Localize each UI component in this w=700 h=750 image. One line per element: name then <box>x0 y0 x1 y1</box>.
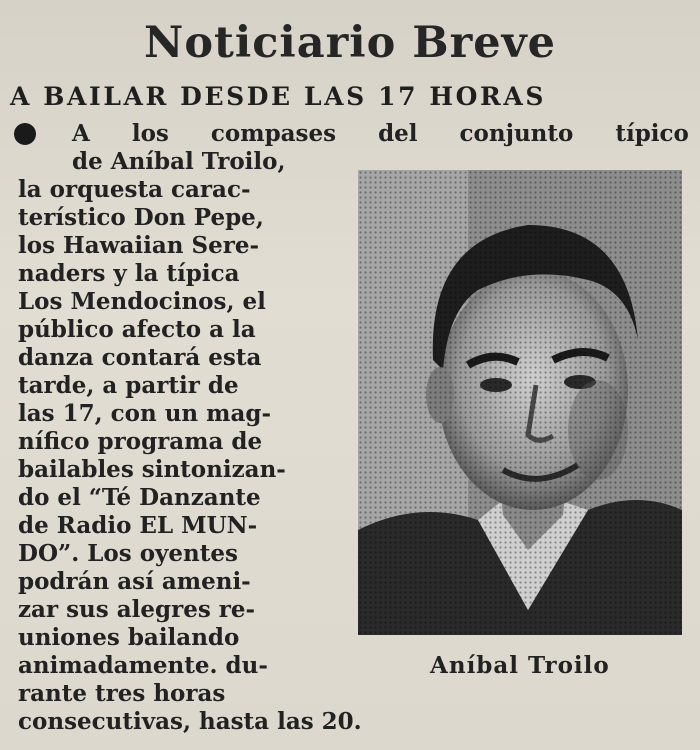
body-line: los Hawaiian Sere- <box>18 232 260 259</box>
body-line: de Aníbal Troilo, <box>72 148 286 175</box>
body-line: zar sus alegres re- <box>18 596 256 623</box>
headline: A BAILAR DESDE LAS 17 HORAS <box>10 82 547 111</box>
body-line: tarde, a partir de <box>18 372 239 399</box>
body-line: animadamente. du- <box>18 652 268 679</box>
body-line: uniones bailando <box>18 624 240 651</box>
body-line: bailables sintonizan- <box>18 456 286 483</box>
body-line: DO”. Los oyentes <box>18 540 238 567</box>
body-line: do el “Té Danzante <box>18 484 261 511</box>
body-line: público afecto a la <box>18 316 256 343</box>
body-line: las 17, con un mag- <box>18 400 272 427</box>
body-line: podrán así ameni- <box>18 568 251 595</box>
body-line: consecutivas, hasta las 20. <box>18 708 362 735</box>
photo-caption: Aníbal Troilo <box>430 652 610 679</box>
page-title: Noticiario Breve <box>144 18 556 68</box>
portrait-photo <box>358 170 682 635</box>
body-line: rante tres horas <box>18 680 226 707</box>
body-line: A los compases del conjunto típico <box>72 120 689 147</box>
body-line: nífico programa de <box>18 428 263 455</box>
bullet-dot-icon <box>14 123 36 145</box>
body-line: la orquesta carac- <box>18 176 251 203</box>
body-line: de Radio EL MUN- <box>18 512 258 539</box>
body-line: naders y la típica <box>18 260 240 287</box>
body-line: danza contará esta <box>18 344 262 371</box>
body-line: terístico Don Pepe, <box>18 204 264 231</box>
body-line: Los Mendocinos, el <box>18 288 266 315</box>
